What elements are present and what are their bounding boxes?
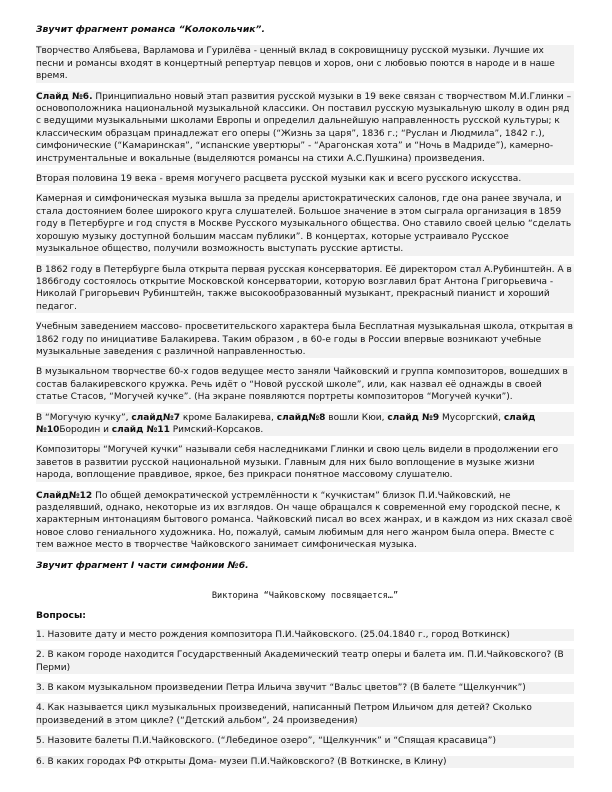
slide-label: слайд №10 bbox=[36, 412, 536, 435]
question-item: 6. В каких городах РФ открыты Дома- музеи П.И.Чайковского? (В Воткинске, в Клину) bbox=[36, 756, 574, 768]
question-item: 1. Назовите дату и место рождения композитора П.И.Чайковского. (25.04.1840 г., город Воткинск) bbox=[36, 629, 574, 641]
paragraph-text: вошли Кюи, bbox=[325, 412, 388, 423]
question-item: 3. В каком музыкальном произведении Петра Ильича звучит “Вальс цветов”? (В балете “Щелкунчик”) bbox=[36, 682, 574, 694]
paragraph-text: Мусоргский, bbox=[439, 412, 504, 423]
slide-label: Слайд №6. bbox=[36, 91, 93, 102]
quiz-title: Викторина “Чайковскому посвящается…” bbox=[211, 591, 399, 602]
paragraph: Вторая половина 19 века - время могучего расцвета русской музыки как и всего русского искусства. bbox=[36, 173, 574, 185]
slide-label: слайд №9 bbox=[387, 412, 440, 423]
paragraph: Камерная и симфоническая музыка вышла за пределы аристократических салонов, где она ранее звучала, и стала достоянием более широкого круга слушателей. Большое значение в этом сыграла организация в 1859 году в Петербурге и год спустя в Москве Русского музыкального общества. Оно ставило своей целью “сделать хорошую музыку доступной большим массам публики”. В концертах, которые устраивало Русское музыкальное общество, получили возможность выступать русские артисты. bbox=[36, 193, 574, 255]
paragraph: В 1862 году в Петербурге была открыта первая русская консерватория. Её директором стал А.Рубинштейн. А в 1866году состоялось открытие Московской консерватории, которую возглавил брат Антона Григорьевича - Николай Григорьевич Рубинштейн, также высокообразованный музыкант, прекрасный пианист и хороший педагог. bbox=[36, 264, 574, 314]
paragraph: Творчество Алябьева, Варламова и Гурилёва - ценный вклад в сокровищницу русской музыки. Лучшие их песни и романсы входят в концертный репертуар певцов и хоров, они с любовью поются в народе и в наше время. bbox=[36, 45, 574, 82]
paragraph-text: Бородин и bbox=[59, 424, 112, 435]
slide-label: Слайд№12 bbox=[36, 490, 93, 501]
document-page bbox=[36, 24, 574, 776]
question-item: 5. Назовите балеты П.И.Чайковского. (“Лебединое озеро”, “Щелкунчик” и “Спящая красавица”) bbox=[36, 735, 574, 747]
paragraph: Композиторы “Могучей кучки” называли себя наследниками Глинки и свою цель видели в продолжении его заветов в развитии русской национальной музыки. Главным для них было воплощение в музыке жизни народа, воплощение правдивое, яркое, без прикраси понятное массовому слушателю. bbox=[36, 444, 574, 481]
slide-label: слайд№7 bbox=[131, 412, 181, 423]
question-item: 2. В каком городе находится Государственный Академический театр оперы и балета им. П.И.Чайковского? (В Перми) bbox=[36, 649, 574, 674]
paragraph: Учебным заведением массово- просветительского характера была Бесплатная музыкальная школа, открытая в 1862 году по инициативе Балакирева. Таким образом , в 60-е годы в России впервые возникают учебные музыкальные заведения с различной направленностью. bbox=[36, 322, 573, 357]
paragraph: В музыкальном творчестве 60-х годов ведущее место заняли Чайковский и группа композиторов, вошедших в состав балакиревского кружка. Речь идёт о “Новой русской школе”, или, как назвал её однажды в своей статье Стасов, “Могучей кучке”. (На экране появляются портреты композиторов “Могучей кучки”). bbox=[36, 366, 574, 403]
paragraph-text: Римский-Корсаков. bbox=[169, 424, 264, 435]
paragraph bbox=[36, 91, 574, 165]
questions-label: Вопросы: bbox=[36, 610, 86, 622]
paragraph bbox=[36, 490, 574, 552]
question-item: 4. Как называется цикл музыкальных произведений, написанный Петром Ильичом для детей? Сколько произведений в этом цикле? (“Детский альбом”, 24 произведения) bbox=[36, 702, 574, 727]
section-heading: Звучит фрагмент I части симфонии №6. bbox=[36, 559, 249, 571]
slide-label: слайд №11 bbox=[111, 424, 170, 435]
section-heading: Звучит фрагмент романса “Колокольчик”. bbox=[36, 24, 265, 35]
paragraph-text: В “Могучую кучку”, bbox=[36, 412, 132, 423]
slide-label: слайд№8 bbox=[276, 412, 326, 423]
paragraph-text: Принципиально новый этап развития русской музыки в 19 веке связан с творчеством М.И.Глинки – основоположника национальной музыкальной классики. Он поставил русскую музыкальную школу в один ряд с ведущими музыкальными школами Европы и определил дальнейшую направленность русской культуры; к классическим образцам принадлежат его оперы (“Жизнь за царя”, 1836 г.; “Руслан и Людмила”, 1842 г.), симфонические (“Камаринская”, “испанские увертюры” - “Арагонская хота” и “Ночь в Мадриде”), камерно-инструментальные и вокальные (выделяются романсы на стихи А.С.Пушкина) произведения. bbox=[36, 91, 572, 164]
paragraph-text: По общей демократической устремлённости к “кучкистам” близок П.И.Чайковский, не разделявший, однако, некоторые из их взглядов. Он чаще обращался к современной ему городской песне, к характерным интонациям бытового романса. Чайковский писал во всех жанрах, и в каждом из них сказал своё новое слово гениального художника. Но, пожалуй, самым любимым для него жанром была опера. Вместе с тем важное место в творчестве Чайковского занимает симфоническая музыка. bbox=[36, 490, 573, 551]
paragraph-text: кроме Балакирева, bbox=[180, 412, 277, 423]
paragraph bbox=[36, 412, 574, 437]
